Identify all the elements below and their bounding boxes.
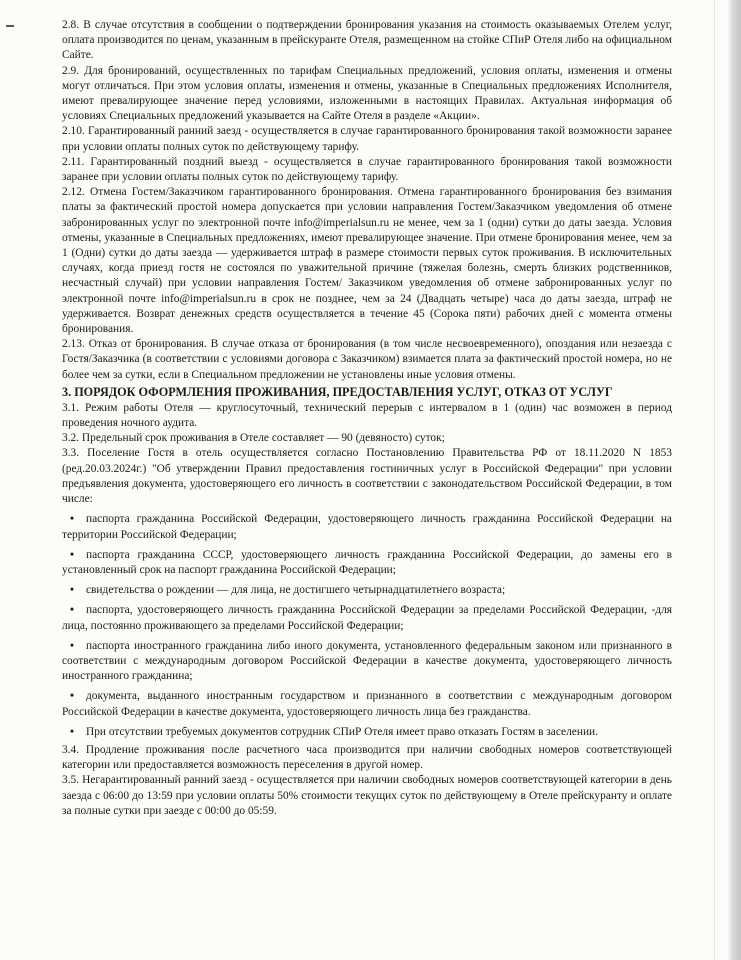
clause-3-4: 3.4. Продление проживания после расчетного часа производится при наличии свободных номеров соответствующей категории или предоставляется возможность переселения в другой номер. [62,743,672,772]
list-item: • паспорта, удостоверяющего личность гражданина Российской Федерации за пределами Российской Федерации, -для лица, постоянно проживающего за пределами Российской Федерации; [62,603,672,633]
margin-mark [6,25,14,27]
list-item: • паспорта гражданина СССР, удостоверяющего личность гражданина Российской Федерации, до замены его в установленный срок на паспорт гражданина Российской Федерации; [62,548,672,578]
clause-2-8: 2.8. В случае отсутствия в сообщении о подтверждении бронирования указания на стоимость оказываемых Отелем услуг, оплата производится по ценам, указанным в прейскуранте Отеля, размещенном на стойке СПиР Отеля либо на официальном Сайте. [62,19,672,62]
clause-3-1: 3.1. Режим работы Отеля — круглосуточный, технический перерыв с интервалом в 1 (один) час возможен в период проведения ночного аудита. [62,401,672,430]
list-item: • свидетельства о рождении — для лица, не достигшего четырнадцатилетнего возраста; [62,583,672,598]
section-3-heading: 3. ПОРЯДОК ОФОРМЛЕНИЯ ПРОЖИВАНИЯ, ПРЕДОСТАВЛЕНИЯ УСЛУГ, ОТКАЗ ОТ УСЛУГ [62,384,613,399]
clause-3-2: 3.2. Предельный срок проживания в Отеле составляет — 90 (девяносто) суток; [62,432,445,445]
clause-2-13: 2.13. Отказ от бронирования. В случае отказа от бронирования (в том числе несвоевременного), опоздания или незаезда с Гостя/Заказчика (в соответствии с условиями договора с Заказчиком) взимается плата за фактический простой номера, но не более чем за сутки, если в Специальном предложении не установлены иные условия отмены. [62,338,672,381]
list-item: • При отсутствии требуемых документов сотрудник СПиР Отеля имеет право отказать Гостям в заселении. [62,725,672,740]
list-item: • паспорта гражданина Российской Федерации, удостоверяющего личность гражданина Российской Федерации на территории Российской Федерации; [62,512,672,542]
clause-2-11: 2.11. Гарантированный поздний выезд - осуществляется в случае гарантированного бронирования такой возможности заранее при условии оплаты полных суток по действующему тарифу. [62,155,672,184]
scan-edge-line [714,0,715,960]
clause-3-5: 3.5. Негарантированный ранний заезд - осуществляется при наличии свободных номеров соответствующей категории в день заезда с 06:00 до 13:59 при условии оплаты 50% стоимости текущих суток по действующему в Отеле прейскуранту и оплате за полные сутки при заезде с 00:00 до 05:59. [62,774,672,817]
identity-documents-list [62,512,672,740]
clause-2-9: 2.9. Для бронирований, осуществленных по тарифам Специальных предложений, условия оплаты, изменения и отмены могут отличаться. При этом условия оплаты, изменения и отмены, указанные в Специальных предложениях Исполнителя, имеют превалирующее значение перед условиями, изложенными в настоящих Правилах. Актуальная информация об условиях Специальных предложений указывается на Сайте Отеля в разделе «Акции». [62,64,672,123]
clause-3-3: 3.3. Поселение Гостя в отель осуществляется согласно Постановлению Правительства РФ от 18.11.2020 N 1853 (ред.20.03.2024г.) "Об утверждении Правил предоставления гостиничных услуг в Российской Федерации" при условии предъявления документа, удостоверяющего его личность в соответствии с законодательством Российской Федерации, в том числе: [62,447,672,506]
list-item: • паспорта иностранного гражданина либо иного документа, установленного федеральным законом или признанного в соответствии с международным договором Российской Федерации в качестве документа, удостоверяющего личность иностранного гражданина; [62,639,672,685]
scan-edge-shadow [727,0,741,960]
clause-2-10: 2.10. Гарантированный ранний заезд - осуществляется в случае гарантированного бронирования такой возможности заранее при условии оплаты полных суток по действующему тарифу. [62,125,672,153]
clause-2-12: 2.12. Отмена Гостем/Заказчиком гарантированного бронирования. Отмена гарантированного бронирования без взимания платы за фактический простой номера допускается при условии направления Гостем/Заказчиком уведомления об отмене забронированных услуг по электронной почте info@imperialsun.ru не менее, чем за 1 (одни) сутки до даты заезда. Условия отмены, указанные в Специальных предложениях, имеют превалирующее значение. При отмене бронирования менее, чем за 1 (Одни) сутки до даты заезда — удерживается штраф в размере стоимости первых суток проживания. В исключительных случаях, когда приезд гостя не состоялся по уважительной причине (тяжелая болезнь, смерть близких родственников, несчастный случай) при условии направления Гостем/ Заказчиком уведомления об отмене забронированных услуг по электронной почте info@imperialsun.ru в срок не позднее, чем за 24 (Двадцать четыре) часа до даты заезда, штраф не удерживается. Возврат денежных средств осуществляется в течение 45 (Сорока пяти) рабочих дней с момента отмены бронирования. [62,186,672,336]
list-item: • документа, выданного иностранным государством и признанного в соответствии с международным договором Российской Федерации в качестве документа, удостоверяющего личность лица без гражданства. [62,689,672,719]
document-body [62,18,672,819]
